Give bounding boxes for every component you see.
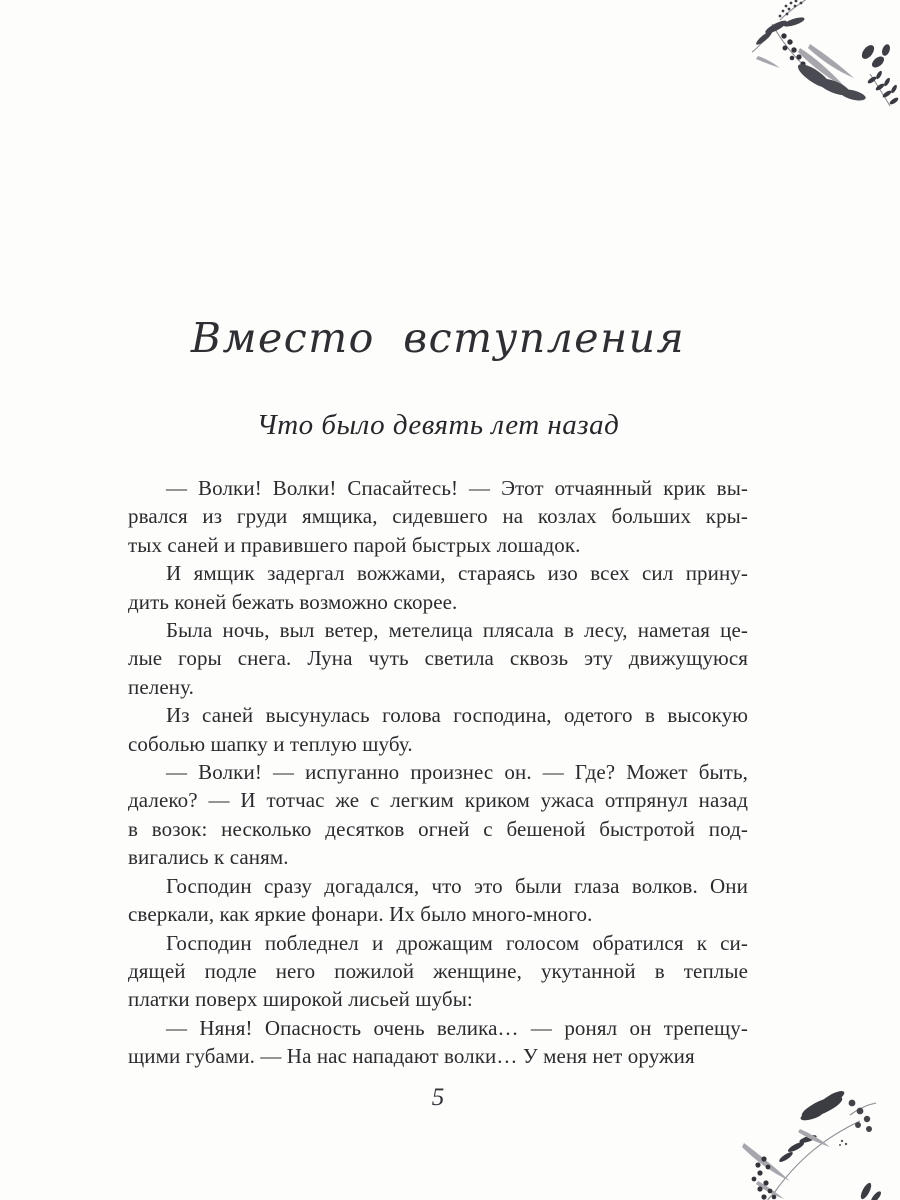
text-line: дящей подле него пожилой женщине, укутанной в теплые: [128, 958, 748, 983]
text-line: — Волки! — испуганно произнес он. — Где? Может быть,: [166, 760, 748, 785]
text-line: вигались к саням.: [128, 845, 289, 870]
page-number: 5: [431, 1084, 445, 1111]
chapter-subtitle: Что было девять лет назад: [256, 409, 620, 441]
text-line: платки поверх широкой лисьей шубы:: [128, 987, 473, 1012]
body-text: [128, 474, 748, 1071]
paragraph: [128, 1014, 748, 1071]
chapter-title: Вместо вступления: [190, 314, 686, 362]
text-line: Была ночь, выл ветер, метелица плясала в лесу, наметая це-: [166, 618, 748, 643]
text-line: далеко? — И тотчас же с легким криком ужаса отпрянул назад: [128, 788, 748, 813]
text-line: Из саней высунулась голова господина, одетого в высокую: [166, 703, 748, 728]
paragraph: [128, 559, 748, 616]
paragraph: [128, 929, 748, 1014]
text-line: Господин сразу догадался, что это были глаза волков. Они: [166, 873, 748, 898]
text-line: пелену.: [128, 674, 194, 699]
paragraph: [128, 616, 748, 701]
text-line: лые горы снега. Луна чуть светила сквозь эту движущуюся: [128, 646, 748, 671]
text-line: — Волки! Волки! Спасайтесь! — Этот отчаянный крик вы-: [166, 476, 748, 500]
text-line: соболью шапку и теплую шубу.: [128, 731, 413, 756]
text-line: дить коней бежать возможно скорее.: [128, 589, 458, 614]
text-line: рвался из груди ямщика, сидевшего на козлах больших кры-: [128, 504, 748, 529]
floral-wreath-icon: [750, 0, 900, 115]
text-line: сверкали, как яркие фонари. Их было много-много.: [128, 902, 593, 927]
paragraph: [128, 758, 748, 872]
text-line: тых саней и правившего парой быстрых лошадок.: [128, 532, 581, 557]
text-line: Господин побледнел и дрожащим голосом обратился к си-: [166, 930, 748, 955]
paragraph: [128, 872, 748, 929]
text-line: в возок: несколько десятков огней с бешеной быстротой под-: [128, 816, 748, 841]
paragraph: [128, 701, 748, 758]
text-line: — Няня! Опасность очень велика… — ронял он трепещу-: [166, 1015, 748, 1040]
paragraph: [128, 474, 748, 559]
text-line: И ямщик задергал вожжами, стараясь изо всех сил прину-: [166, 561, 748, 586]
text-line: щими губами. — На нас нападают волки… У меня нет оружия: [128, 1044, 695, 1069]
floral-wreath-icon: [730, 1085, 900, 1200]
